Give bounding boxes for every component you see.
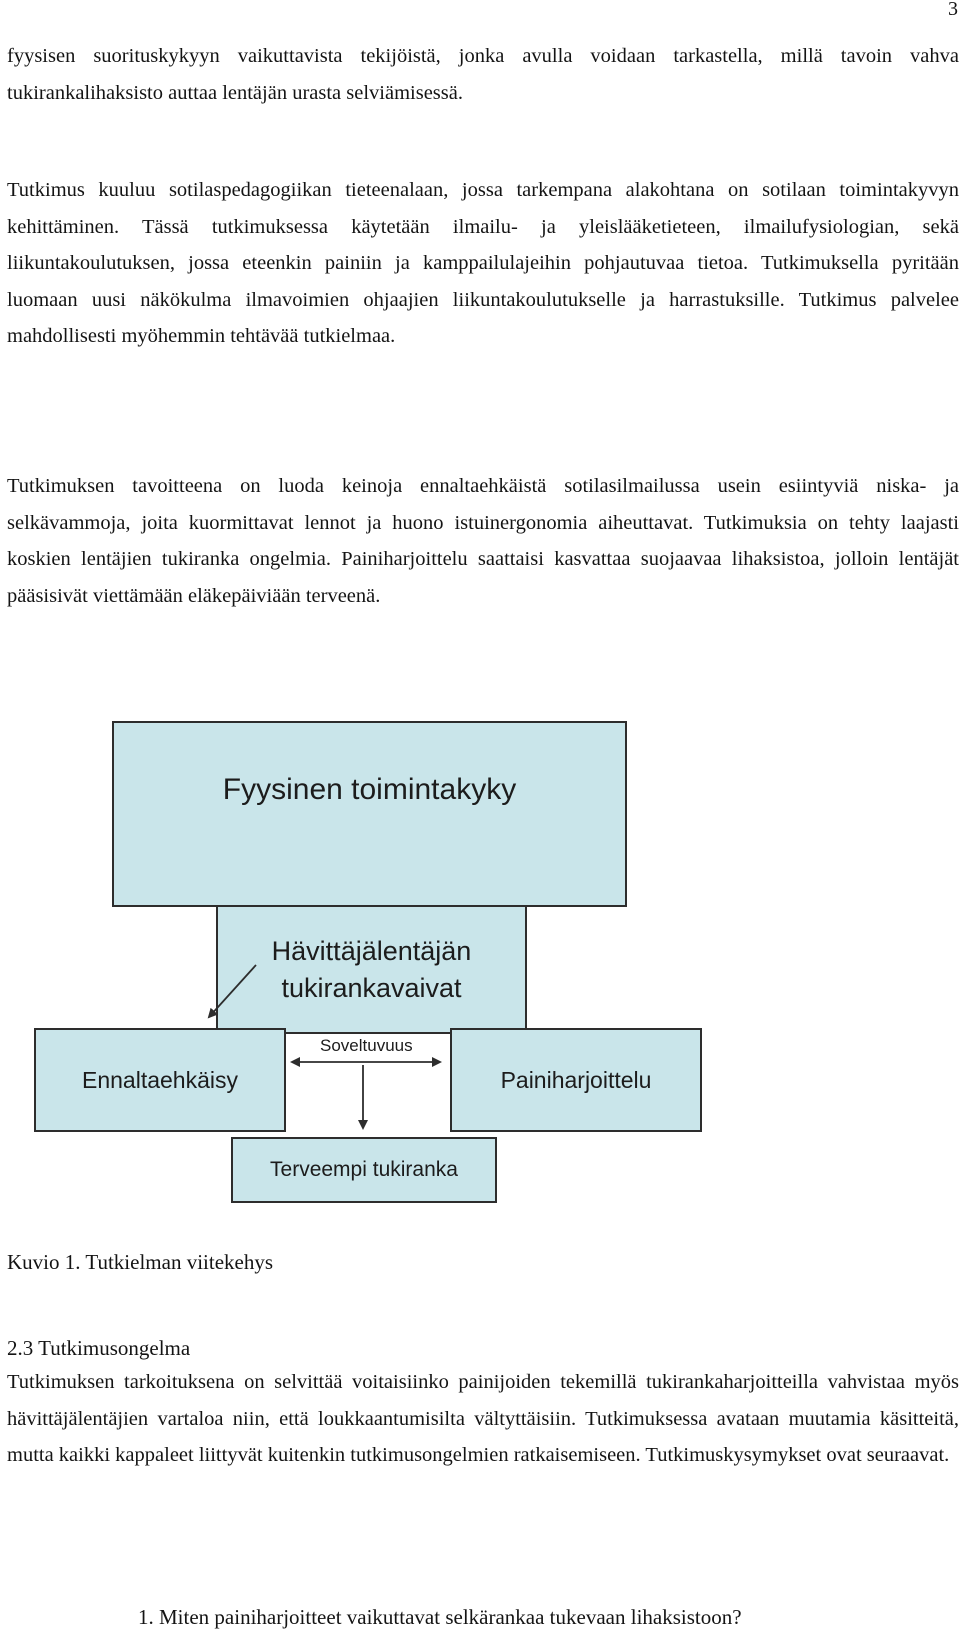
page-number: 3 — [948, 0, 958, 20]
diagram-box-physical-capacity — [112, 721, 627, 907]
research-question-1: 1. Miten painiharjoitteet vaikuttavat selkärankaa tukevaan lihaksistoon? — [138, 1605, 742, 1629]
section-heading: 2.3 Tutkimusongelma — [7, 1336, 191, 1360]
paragraph-purpose: Tutkimuksen tarkoituksena on selvittää voitaisiinko painijoiden tekemillä tukirankaharjoitteilla vahvistaa myös hävittäjälentäjien vartaloa niin, että loukkaantumisilta vältyttäisiin. Tutkimuksessa avataan muutamia käsitteitä, mutta kaikki kappaleet liittyvät kuitenkin tutkimusongelmien ratkaisemiseen. Tutkimuskysymykset ovat seuraavat. — [7, 1371, 959, 1466]
diagram-box-prevention — [34, 1028, 286, 1132]
paragraph-intro: fyysisen suorituskykyyn vaikuttavista tekijöistä, jonka avulla voidaan tarkastella, millä tavoin vahva tukirankalihaksisto auttaa lentäjän urasta selviämisessä. — [7, 45, 959, 104]
paragraph-field: Tutkimus kuuluu sotilaspedagogiikan tieteenalaan, jossa tarkempana alakohtana on sotilaan toimintakyvyn kehittäminen. Tässä tutkimuksessa käytetään ilmailu- ja yleislääketieteen, ilmailufysiologian, sekä liikuntakoulutuksen, jossa eteenkin painiin ja kamppailulajeihin pohjautuvaa tietoa. Tutkimuksella pyritään luomaan uusi näkökulma ilmavoimien ohjaajien liikuntakoulutukselle ja harrastuksille. Tutkimus palvelee mahdollisesti myöhemmin tehtävää tutkielmaa. — [7, 179, 959, 347]
diagram-box-sub-line2: tukirankavaivat — [281, 972, 462, 1003]
diagram-box-sub-line1: Hävittäjälentäjän — [271, 935, 472, 966]
diagram-box-wrestling-training — [450, 1028, 702, 1132]
diagram-box-main-label: Fyysinen toimintakyky — [222, 773, 517, 806]
diagram-box-healthier-spine — [231, 1137, 497, 1203]
paragraph-goal: Tutkimuksen tavoitteena on luoda keinoja ennaltaehkäistä sotilasilmailussa usein esiintyviä niska- ja selkävammoja, joita kuormittavat lennot ja huono istuinergonomia aiheuttavat. Tutkimuksia on tehty laajasti koskien lentäjien tukiranka ongelmia. Painiharjoittelu saattaisi kasvattaa suojaavaa lihaksistoa, jolloin lentäjät pääsisivät viettämään eläkepäiviään terveenä. — [7, 475, 959, 607]
diagram-link-label: Soveltuvuus — [320, 1036, 413, 1055]
diagram-box-spine-problems — [216, 905, 527, 1034]
diagram-box-right-label: Painiharjoittelu — [500, 1066, 652, 1093]
diagram-box-bottom-label: Terveempi tukiranka — [270, 1158, 458, 1181]
diagram-box-left-label: Ennaltaehkäisy — [82, 1066, 238, 1093]
figure-caption: Kuvio 1. Tutkielman viitekehys — [7, 1250, 274, 1274]
